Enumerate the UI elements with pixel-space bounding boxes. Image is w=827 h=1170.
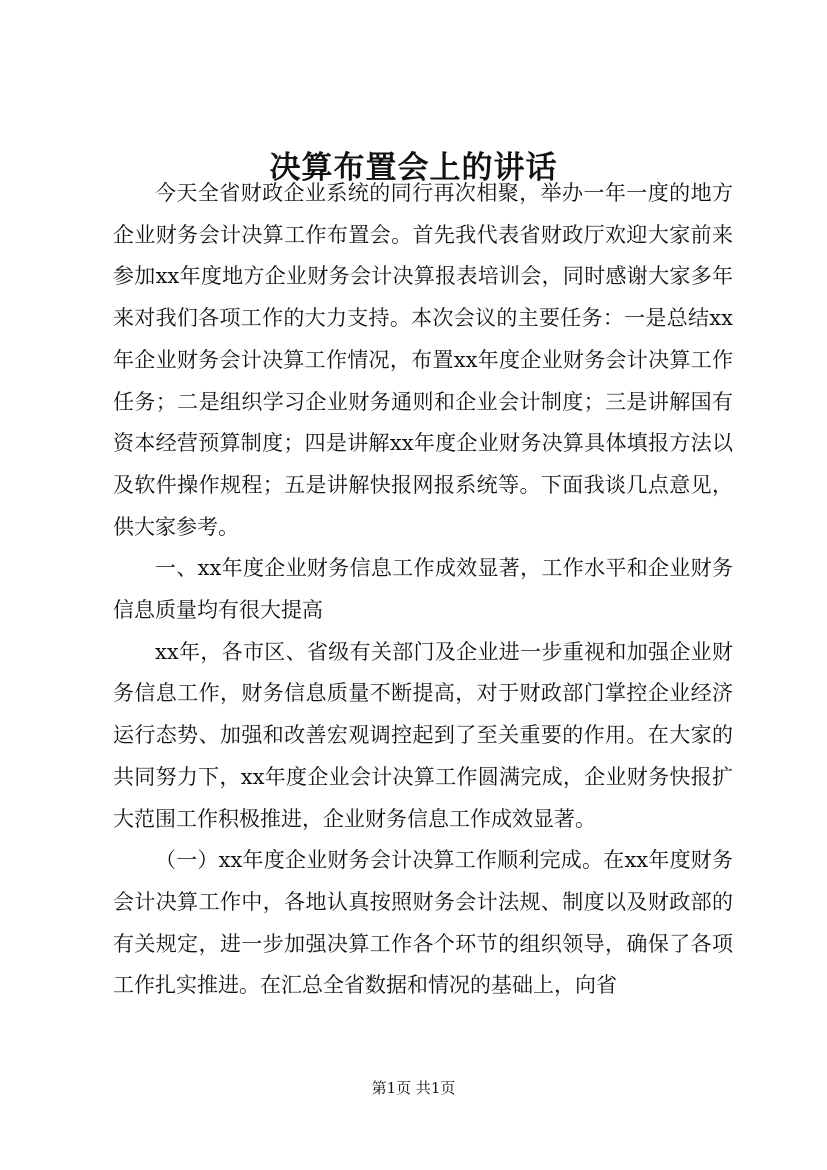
paragraph-section-heading: 一、xx年度企业财务信息工作成效显著，工作水平和企业财务信息质量均有很大提高 — [113, 556, 733, 623]
document-body — [113, 173, 733, 1007]
page-number-footer: 第1页 共1页 — [371, 1079, 456, 1097]
document-title: 决算布置会上的讲话 — [269, 150, 558, 186]
paragraph-intro: 今天全省财政企业系统的同行再次相聚，举办一年一度的地方企业财务会计决算工作布置会。首先我代表省财政厅欢迎大家前来参加xx年度地方企业财务会计决算报表培训会，同时感谢大家多年来对我们各项工作的大力支持。本次会议的主要任务：一是总结xx年企业财务会计决算工作情况，布置xx年度企业财务会计决算工作任务；二是组织学习企业财务通则和企业会计制度；三是讲解国有资本经营预算制度；四是讲解xx年度企业财务决算具体填报方法以及软件操作规程；五是讲解快报网报系统等。下面我谈几点意见，供大家参考。 — [113, 181, 733, 539]
paragraph-subsection-one: （一）xx年度企业财务会计决算工作顺利完成。在xx年度财务会计决算工作中，各地认真按照财务会计法规、制度以及财政部的有关规定，进一步加强决算工作各个环节的组织领导，确保了各项工作扎实推进。在汇总全省数据和情况的基础上，向省 — [113, 848, 733, 998]
paragraph-achievements: xx年，各市区、省级有关部门及企业进一步重视和加强企业财务信息工作，财务信息质量不断提高，对于财政部门掌控企业经济运行态势、加强和改善宏观调控起到了至关重要的作用。在大家的共同努力下，xx年度企业会计决算工作圆满完成，企业财务快报扩大范围工作积极推进，企业财务信息工作成效显著。 — [113, 639, 733, 831]
